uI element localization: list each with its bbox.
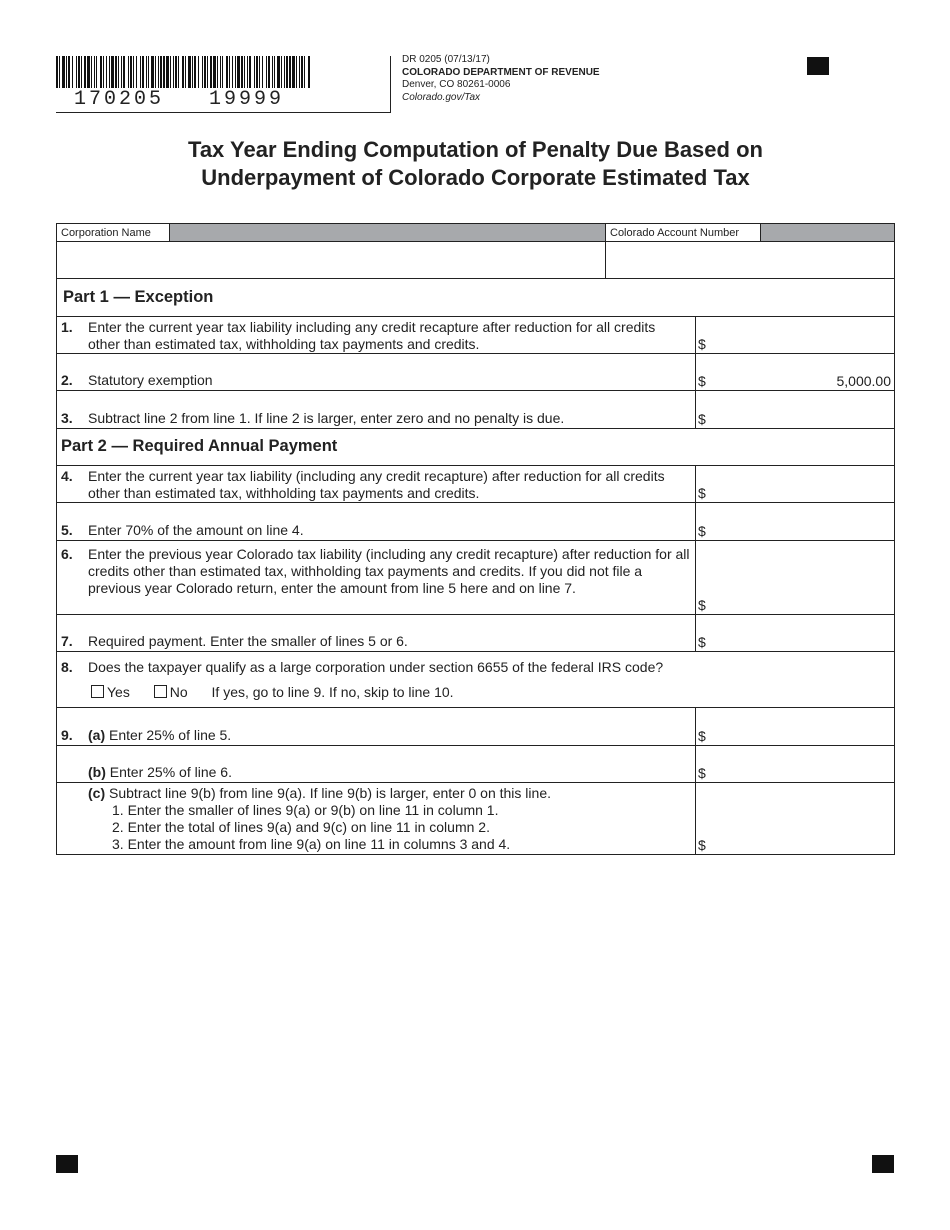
form-id: DR 0205 (07/13/17)	[402, 54, 490, 65]
barcode-bar	[123, 56, 125, 88]
no-option[interactable]	[154, 684, 188, 700]
line-9b-row	[57, 746, 894, 783]
barcode-bar	[204, 56, 206, 88]
barcode-bar	[241, 56, 243, 88]
part1-title: Part 1 — Exception	[63, 288, 214, 306]
line-2-text: Statutory exemption	[88, 372, 213, 388]
line-9a-text	[88, 727, 687, 744]
barcode-bar	[66, 56, 67, 88]
line-6-currency: $	[698, 597, 706, 613]
line-5-amount-field[interactable]	[695, 503, 894, 540]
line-4-row	[57, 466, 894, 503]
line-5-text: Enter 70% of the amount on line 4.	[88, 522, 304, 538]
barcode-bar	[232, 56, 233, 88]
line-3-currency: $	[698, 411, 706, 427]
line-9a-amount-field[interactable]	[695, 708, 894, 745]
barcode-bar	[254, 56, 255, 88]
line-4-amount-field[interactable]	[695, 466, 894, 502]
barcode-bar	[266, 56, 267, 88]
yes-label: Yes	[107, 684, 130, 700]
barcode-bar	[96, 56, 97, 88]
line-6-row	[57, 541, 894, 615]
barcode-bar	[308, 56, 310, 88]
line-9b-currency: $	[698, 765, 706, 781]
line-7-amount-field[interactable]	[695, 615, 894, 651]
line-2-row	[57, 354, 894, 391]
identification-row	[57, 224, 894, 279]
barcode-bar	[194, 56, 196, 88]
line-9c-instruction: Subtract line 9(b) from line 9(a). If line 9(b) is larger, enter 0 on this line.	[109, 785, 551, 801]
barcode-bar	[160, 56, 162, 88]
title-line-2: Underpayment of Colorado Corporate Estimated Tax	[201, 165, 750, 190]
barcode-bar	[91, 56, 92, 88]
barcode-bar	[68, 56, 70, 88]
line-9c-currency: $	[698, 837, 706, 853]
agency-address: Denver, CO 80261-0006	[402, 79, 511, 90]
account-number-label: Colorado Account Number	[605, 224, 761, 242]
barcode-bar	[142, 56, 144, 88]
line-9c-row	[57, 783, 894, 854]
line-7-text: Required payment. Enter the smaller of lines 5 or 6.	[88, 633, 408, 649]
barcode-bar	[207, 56, 208, 88]
barcode-bar	[222, 56, 223, 88]
barcode-bar	[76, 56, 77, 88]
barcode-bar	[272, 56, 273, 88]
barcode-bar	[286, 56, 288, 88]
line-9c-text	[88, 785, 687, 853]
line-6-text: Enter the previous year Colorado tax liability (including any credit recapture) after reduction for all credits other than estimated tax, withholding tax payments and credits. If you did not file a previous year Colorado return, enter the amount from line 5 here and on line 7.	[88, 546, 690, 596]
barcode-bar	[277, 56, 280, 88]
barcode-bar	[274, 56, 275, 88]
line-4-currency: $	[698, 485, 706, 501]
barcode-bar	[78, 56, 80, 88]
line-4-number: 4.	[61, 468, 73, 484]
barcode-bar	[111, 56, 114, 88]
barcode-bar	[299, 56, 300, 88]
barcode-bar	[226, 56, 228, 88]
barcode-bar	[146, 56, 147, 88]
barcode-bar	[59, 56, 60, 88]
no-label: No	[169, 684, 188, 700]
barcode-bar	[249, 56, 251, 88]
line-7-currency: $	[698, 634, 706, 650]
line-9b-amount-field[interactable]	[695, 746, 894, 782]
line-1-amount-field[interactable]	[695, 317, 894, 353]
title-line-1: Tax Year Ending Computation of Penalty Due Based on	[188, 137, 763, 162]
line-6-amount-field[interactable]	[695, 541, 894, 614]
part1-header	[57, 279, 894, 317]
line-3-row	[57, 391, 894, 429]
barcode-bar	[155, 56, 156, 88]
barcode-bar	[178, 56, 179, 88]
line-2-amount: 5,000.00	[836, 373, 891, 389]
barcode-bar	[304, 56, 305, 88]
line-8-instruction: If yes, go to line 9. If no, skip to line 10.	[211, 684, 454, 700]
barcode-bar	[188, 56, 191, 88]
line-4-text: Enter the current year tax liability (including any credit recapture) after reduction for all credits other than estimated tax, withholding tax payments and credits.	[88, 468, 665, 501]
registration-mark-bottom-left	[56, 1155, 78, 1173]
barcode-bar	[244, 56, 245, 88]
line-8-number: 8.	[61, 659, 73, 675]
line-1-text: Enter the current year tax liability including any credit recapture after reduction for all credits other than estimated tax, withholding tax payments and credits.	[88, 319, 656, 352]
barcode-bar	[281, 56, 282, 88]
barcode-bar	[301, 56, 303, 88]
barcode-bar	[87, 56, 90, 88]
barcode-bar	[163, 56, 165, 88]
line-9-number: 9.	[61, 727, 73, 743]
line-9b-instruction: Enter 25% of line 6.	[109, 764, 232, 780]
line-6-number: 6.	[61, 546, 73, 562]
barcode-bar	[220, 56, 221, 88]
line-9b-label: (b)	[88, 764, 106, 780]
barcode-bar	[100, 56, 102, 88]
line-9c-step-1: 1. Enter the smaller of lines 9(a) or 9(b) on line 11 in column 1.	[112, 802, 499, 818]
barcode-bar	[175, 56, 177, 88]
barcode-bar	[296, 56, 297, 88]
line-5-number: 5.	[61, 522, 73, 538]
barcode-bar	[136, 56, 137, 88]
line-9b-text	[88, 764, 687, 781]
line-1-number: 1.	[61, 319, 73, 335]
barcode-bar	[284, 56, 285, 88]
barcode-bar	[182, 56, 184, 88]
line-9a-row	[57, 708, 894, 746]
line-2-currency: $	[698, 373, 706, 389]
part2-title: Part 2 — Required Annual Payment	[61, 437, 338, 455]
line-9c-amount-field[interactable]	[695, 783, 894, 854]
barcode-bar	[198, 56, 199, 88]
barcode-bar	[109, 56, 110, 88]
corporation-name-label: Corporation Name	[57, 224, 170, 242]
barcode-bar	[140, 56, 141, 88]
yes-option[interactable]	[91, 684, 130, 700]
barcode-bar	[256, 56, 258, 88]
no-checkbox[interactable]	[154, 685, 167, 698]
line-5-row	[57, 503, 894, 541]
barcode-bar	[94, 56, 95, 88]
line-8-row	[57, 652, 894, 708]
barcode-image	[56, 56, 310, 88]
barcode-bar	[130, 56, 132, 88]
barcode-bar	[56, 56, 58, 88]
barcode-bar	[151, 56, 154, 88]
barcode-bar	[229, 56, 230, 88]
barcode-bar	[121, 56, 122, 88]
line-9c-step-3: 3. Enter the amount from line 9(a) on line 11 in columns 3 and 4.	[112, 836, 511, 852]
line-3-amount-field[interactable]	[695, 391, 894, 428]
barcode-bar	[158, 56, 159, 88]
barcode-bar	[106, 56, 107, 88]
barcode-block	[56, 56, 390, 112]
agency-website: Colorado.gov/Tax	[402, 91, 481, 103]
barcode-bar	[170, 56, 171, 88]
corporation-name-shade	[170, 224, 605, 242]
line-1-row	[57, 317, 894, 354]
line-3-text: Subtract line 2 from line 1. If line 2 is larger, enter zero and no penalty is due.	[88, 410, 565, 426]
line-2-amount-field[interactable]	[695, 354, 894, 390]
barcode-bar	[289, 56, 291, 88]
line-7-row	[57, 615, 894, 652]
line-5-currency: $	[698, 523, 706, 539]
barcode-bar	[259, 56, 260, 88]
barcode-bar	[210, 56, 212, 88]
line-8-options	[91, 684, 886, 701]
line-9a-instruction: Enter 25% of line 5.	[109, 727, 232, 743]
barcode-bar	[262, 56, 263, 88]
line-3-number: 3.	[61, 410, 73, 426]
barcode-bar	[128, 56, 129, 88]
line-1-currency: $	[698, 336, 706, 352]
line-9a-label: (a)	[88, 727, 106, 743]
barcode-bar	[118, 56, 119, 88]
page-title	[56, 136, 895, 192]
barcode-bar	[192, 56, 193, 88]
barcode-bar	[213, 56, 216, 88]
account-number-shade	[761, 224, 894, 242]
barcode-bar	[103, 56, 104, 88]
barcode-bar	[72, 56, 73, 88]
barcode-bar	[84, 56, 86, 88]
registration-mark-bottom-right	[872, 1155, 894, 1173]
registration-mark-top-right	[807, 57, 829, 75]
line-9c-step-2: 2. Enter the total of lines 9(a) and 9(c) on line 11 in column 2.	[112, 819, 490, 835]
agency-name: COLORADO DEPARTMENT OF REVENUE	[402, 66, 600, 78]
barcode-bar	[166, 56, 169, 88]
barcode-bar	[148, 56, 149, 88]
barcode-bar	[268, 56, 270, 88]
barcode-bar	[133, 56, 134, 88]
barcode-bar	[292, 56, 295, 88]
form-header	[402, 54, 600, 104]
line-2-number: 2.	[61, 372, 73, 388]
line-8-question: Does the taxpayer qualify as a large corporation under section 6655 of the federal IRS code?	[88, 659, 664, 675]
part2-header	[57, 429, 894, 466]
barcode-bar	[115, 56, 117, 88]
barcode-bar	[202, 56, 203, 88]
penalty-form	[56, 223, 895, 855]
barcode-divider	[390, 56, 391, 112]
barcode-underline	[56, 112, 391, 113]
account-number-field[interactable]	[605, 242, 894, 278]
barcode-bar	[247, 56, 248, 88]
barcode-bar	[217, 56, 218, 88]
corporation-name-field[interactable]	[57, 242, 605, 278]
yes-checkbox[interactable]	[91, 685, 104, 698]
barcode-bar	[185, 56, 186, 88]
line-7-number: 7.	[61, 633, 73, 649]
barcode-bar	[173, 56, 174, 88]
line-9a-currency: $	[698, 728, 706, 744]
barcode-number: 170205 19999	[74, 88, 285, 111]
barcode-bar	[62, 56, 65, 88]
barcode-bar	[235, 56, 236, 88]
barcode-bar	[81, 56, 82, 88]
barcode-bar	[237, 56, 240, 88]
line-9c-label: (c)	[88, 785, 106, 801]
